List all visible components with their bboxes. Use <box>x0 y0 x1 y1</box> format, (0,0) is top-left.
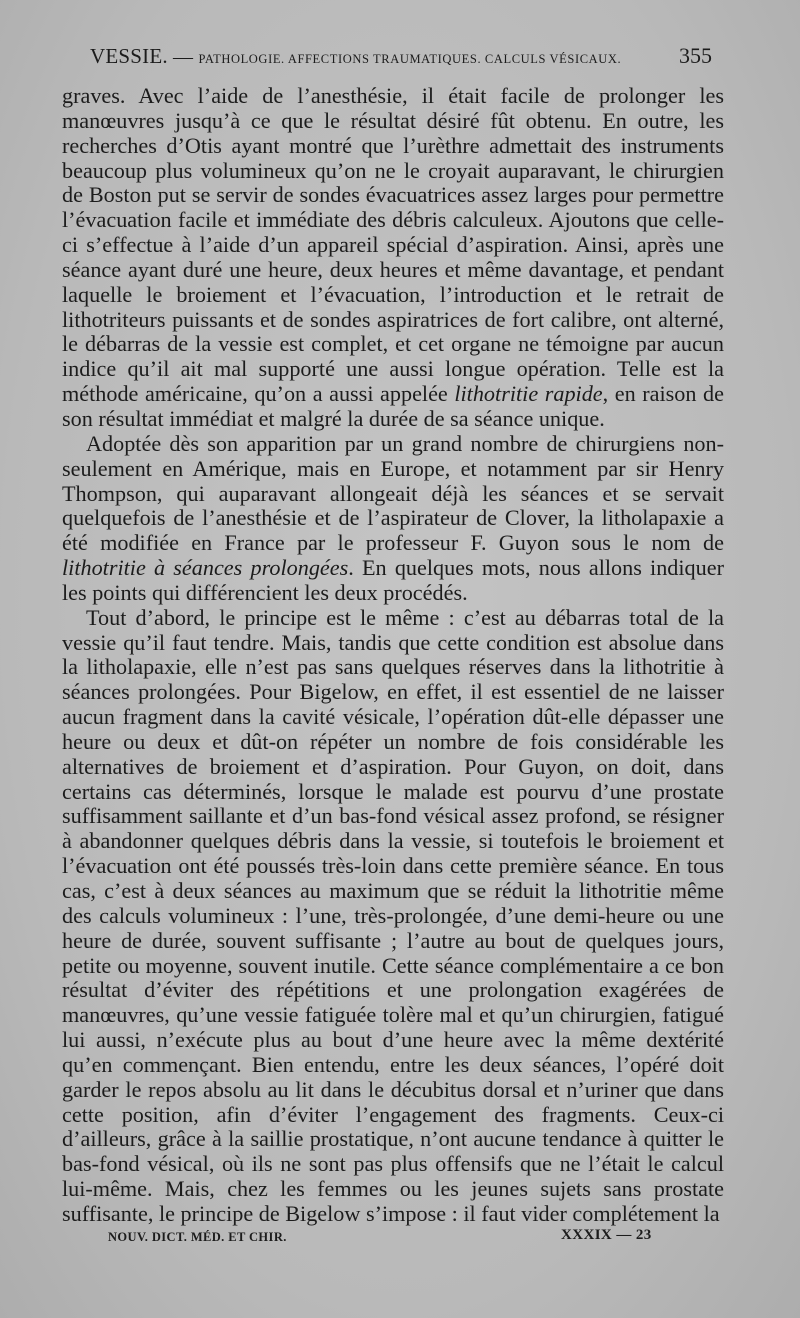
footer-publication: NOUV. DICT. MÉD. ET CHIR. <box>108 1230 287 1244</box>
footer-signature: XXXIX — 23 <box>561 1227 652 1243</box>
header-title: VESSIE. <box>90 44 168 68</box>
paragraph-2-italic: lithotritie à séances prolongées <box>62 555 349 581</box>
header-subtitle: PATHOLOGIE. AFFECTIONS TRAUMATIQUES. CALCULS VÉSICAUX. <box>198 52 622 66</box>
paragraph-2 <box>62 432 724 606</box>
paragraph-1-text-b: , en raison de son résultat immédiat et malgré la durée de sa séance unique. <box>62 381 724 431</box>
running-title <box>90 44 621 69</box>
paragraph-1-text-a: graves. Avec l’aide de l’anesthésie, il était facile de prolonger les manœuvres jusqu’à ce que le résultat désiré fût obtenu. En outre, les recherches d’Otis ayant montré que l’urèthre admettait des instruments beaucoup plus volumineux qu’on ne le croyait auparavant, le chirurgien de Boston put se servir de sondes évacuatrices assez larges pour permettre l’évacuation facile et immédiate des débris calculeux. Ajoutons que celle-ci s’effectue à l’aide d’un appareil spécial d’aspiration. Ainsi, après une séance ayant duré une heure, deux heures et même davantage, et pendant laquelle le broiement et l’évacuation, l’introduction et le retrait de lithotriteurs puissants et de sondes aspiratrices de fort calibre, ont alterné, le débarras de la vessie est complet, et cet organe ne témoigne par aucun indice qu’il ait mal supporté une aussi longue opération. Telle est la méthode américaine, qu’on a aussi appelée <box>62 83 724 407</box>
paragraph-1-italic: lithotritie rapide <box>454 381 603 407</box>
page-footer <box>108 1228 698 1250</box>
page-number: 355 <box>679 43 712 68</box>
paragraph-1 <box>62 84 724 432</box>
running-header <box>90 44 712 74</box>
paragraph-3: Tout d’abord, le principe est le même : c’est au débarras total de la vessie qu’il faut tendre. Mais, tandis que cette condition est absolue dans la litholapaxie, elle n’est pas sans quelques réserves dans la lithotritie à séances prolongées. Pour Bigelow, en effet, il est essentiel de ne laisser aucun fragment dans la cavité vésicale, l’opération dût-elle dépasser une heure ou deux et dût-on répéter un nombre de fois considérable les alternatives de broiement et d’aspiration. Pour Guyon, on doit, dans certains cas déterminés, lorsque le malade est pourvu d’une prostate suffisamment saillante et d’un bas-fond vésical assez profond, se résigner à abandonner quelques débris dans la vessie, si toutefois le broiement et l’évacuation ont été poussés très-loin dans cette première séance. En tous cas, c’est à deux séances au maximum que se réduit la lithotritie même des calculs volumineux : l’une, très-prolongée, d’une demi-heure ou une heure de durée, souvent suffisante ; l’autre au bout de quelques jours, petite ou moyenne, souvent inutile. Cette séance complémentaire a ce bon résultat d’éviter des répétitions et une prolongation exagérées de manœuvres, qu’une vessie fatiguée tolère mal et qu’un chirurgien, fatigué lui aussi, n’exécute plus au bout d’une heure avec la même dextérité qu’en commençant. Bien entendu, entre les deux séances, l’opéré doit garder le repos absolu au lit dans le décubitus dorsal et n’uriner que dans cette position, afin d’éviter l’engagement des fragments. Ceux-ci d’ailleurs, grâce à la saillie prostatique, n’ont aucune tendance à quitter le bas-fond vésical, où ils ne sont pas plus offensifs que ne l’était le calcul lui-même. Mais, chez les femmes ou les jeunes sujets sans prostate suffisante, le principe de Bigelow s’impose : il faut vider complétement la <box>62 604 724 1226</box>
header-separator: — <box>173 46 194 68</box>
paragraph-2-text-b: . En quelques mots, nous allons indiquer les points qui différencient les deux procédés. <box>62 555 724 605</box>
paragraph-2-text-a: Adoptée dès son apparition par un grand nombre de chirurgiens non-seulement en Amérique, mais en Europe, et notamment par sir Henry Thompson, qui auparavant allongeait déjà les séances et se servait quelquefois de l’anesthésie et de l’aspirateur de Clover, la litholapaxie a été modifiée en France par le professeur F. Guyon sous le nom de <box>62 430 724 556</box>
body-text <box>62 84 724 1227</box>
